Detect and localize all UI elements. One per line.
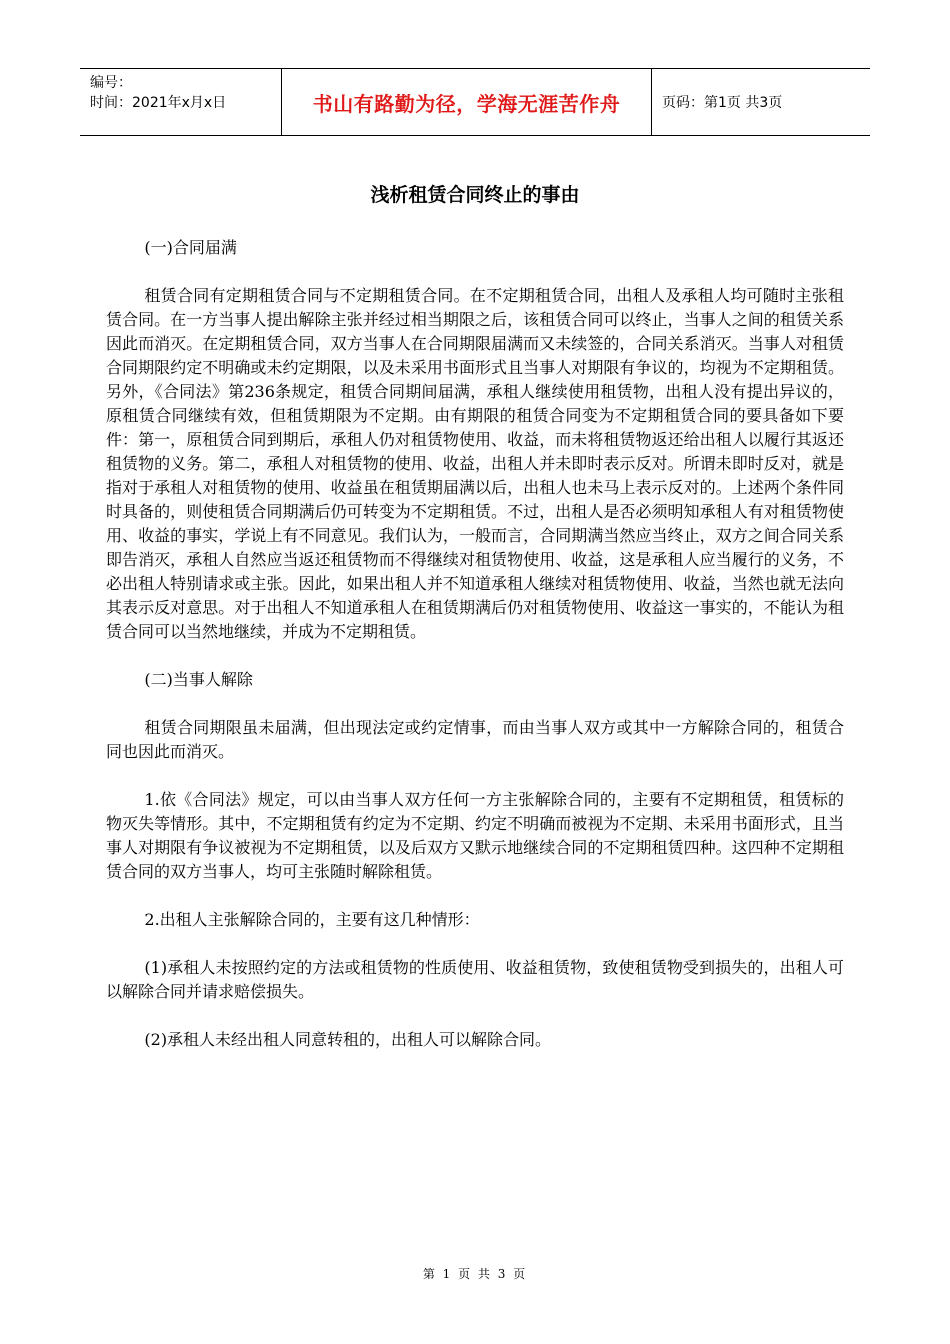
section-heading-2: (二)当事人解除 [144,670,253,689]
document-body [106,236,844,1076]
paragraph-contract-expiry: 租赁合同有定期租赁合同与不定期租赁合同。在不定期租赁合同，出租人及承租人均可随时主张租赁合同。在一方当事人提出解除主张并经过相当期限之后，该租赁合同可以终止，当事人之间的租赁关系因此而消灭。在定期租赁合同，双方当事人在合同期限届满而又未续签的，合同关系消灭。当事人对租赁合同期限约定不明确或未约定期限，以及未采用书面形式且当事人对期限有争议的，均视为不定期租赁。另外，《合同法》第236条规定，租赁合同期间届满，承租人继续使用租赁物，出租人没有提出异议的，原租赁合同继续有效，但租赁期限为不定期。由有期限的租赁合同变为不定期租赁合同的要具备如下要件：第一，原租赁合同到期后，承租人仍对租赁物使用、收益，而未将租赁物返还给出租人以履行其返还租赁物的义务。第二，承租人对租赁物的使用、收益，出租人并未即时表示反对。所谓未即时反对，就是指对于承租人对租赁物的使用、收益虽在租赁期届满以后，出租人也未马上表示反对的。上述两个条件同时具备的，则使租赁合同期满后仍可转变为不定期租赁。不过，出租人是否必须明知承租人有对租赁物使用、收益的事实，学说上有不同意见。我们认为，一般而言，合同期满当然应当终止，双方之间合同关系即告消灭，承租人自然应当返还租赁物而不得继续对租赁物使用、收益，这是承租人应当履行的义务，不必出租人特别请求或主张。因此，如果出租人并不知道承租人继续对租赁物使用、收益，当然也就无法向其表示反对意思。对于出租人不知道承租人在租赁期满后仍对租赁物使用、收益这一事实的，不能认为租赁合同可以当然地继续，并成为不定期租赁。 [106,286,844,641]
serial-number-label: 编号： [90,75,132,91]
header-table [80,68,870,136]
paragraph-item-2: 2.出租人主张解除合同的，主要有这几种情形： [144,910,480,929]
document-title: 浅析租赁合同终止的事由 [370,184,580,206]
date-text: 时间：2021年x月x日 [90,95,227,111]
section-heading-1: (一)合同届满 [144,238,237,257]
header-motto: 书山有路勤为径，学海无涯苦作舟 [282,69,652,135]
paragraph-item-1: 1.依《合同法》规定，可以由当事人双方任何一方主张解除合同的，主要有不定期租赁，租赁标的物灭失等情形。其中，不定期租赁有约定为不定期、约定不明确而被视为不定期、未采用书面形式，且当事人对期限有争议被视为不定期租赁，以及后双方又默示地继续合同的不定期租赁四种。这四种不定期租赁合同的双方当事人，均可主张随时解除租赁。 [106,790,844,881]
paragraph-subitem-2: (2)承租人未经出租人同意转租的，出租人可以解除合同。 [144,1030,552,1049]
paragraph-subitem-1: (1)承租人未按照约定的方法或租赁物的性质使用、收益租赁物，致使租赁物受到损失的，出租人可以解除合同并请求赔偿损失。 [106,958,844,1001]
header-meta-cell [80,69,282,135]
header-page-info: 页码：第1页 共3页 [662,95,783,111]
paragraph-party-termination: 租赁合同期限虽未届满，但出现法定或约定情事，而由当事人双方或其中一方解除合同的，租赁合同也因此而消灭。 [106,718,844,761]
page-footer: 第 1 页 共 3 页 [422,1267,528,1281]
